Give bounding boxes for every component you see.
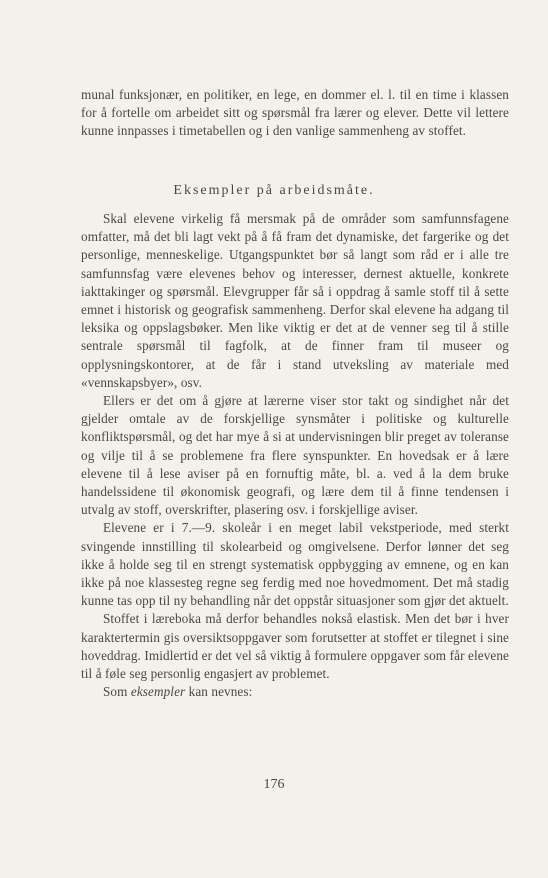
closing-line	[81, 683, 509, 701]
paragraph: Elevene er i 7.—9. skoleår i en meget labil vekstperiode, med sterkt svingende innstilling til skolearbeid og omgivelsene. Derfor lønner det seg ikke å holde seg til en strengt systematisk oppbygging av emnene, og en kan ikke på noe klassesteg regne seg ferdig med noe hovedmoment. Det må stadig kunne tas opp til ny behandling når det oppstår situasjoner som gjør det aktuelt.	[81, 520, 509, 609]
closing-line-suffix: kan nevnes:	[185, 684, 253, 700]
paragraph-text: munal funksjonær, en politiker, en lege, en dommer el. l. til en time i klassen for å fortelle om arbeidet sitt og spørsmål fra lærer og elever. Dette vil lettere kunne innpasses i timetabellen og i den vanlige sammenheng av stoffet.	[81, 87, 509, 139]
paragraph: Ellers er det om å gjøre at lærerne viser stor takt og sindighet når det gjelder omtale av de forskjellige synsmåter i politiske og kulturelle konfliktspørsmål, og det har mye å si at undervisningen blir preget av toleranse og vilje til å se problemene fra flere synspunkter. En hovedsak er å lære elevene til å lese aviser på en fornuftig måte, bl. a. ved å la dem bruke handelssidene til økonomisk geografi, og lære dem til å finne tendensen i utvalg av stoff, overskrifter, plasering osv. i forskjellige aviser.	[81, 393, 509, 518]
closing-line-prefix: Som	[103, 684, 131, 700]
closing-line-emphasis: eksempler	[130, 684, 186, 700]
section-heading: Eksempler på arbeidsmåte.	[173, 183, 375, 198]
continuation-paragraph	[81, 86, 509, 141]
body-text	[81, 210, 509, 701]
paragraph: Skal elevene virkelig få mersmak på de områder som samfunnsfagene omfatter, må det bli lagt vekt på å få fram det dynamiske, det fargerike og det personlige, menneskelige. Utgangspunktet bør så langt som råd er i alle tre samfunnsfag være elevenes behov og interesser, dernest aktuelle, konkrete iakttakinger og spørsmål. Elevgrupper får så i oppdrag å samle stoff til å sette emnet i historisk og geografisk sammenheng. Derfor skal elevene ha adgang til leksika og oppslagsbøker. Men like viktig er det at de venner seg til å stille sentrale spørsmål til fagfolk, at de finner fram til museer og opplysningskontorer, at de får i stand utveksling av materiale med «vennskapsbyer», osv.	[81, 211, 509, 390]
paragraph: Stoffet i læreboka må derfor behandles nokså elastisk. Men det bør i hver karaktertermin gis oversiktsoppgaver som forutsetter at stoffet er tilegnet i sine hoveddrag. Imidlertid er det vel så viktig å formulere oppgaver som får elevene til å føle seg personlig engasjert av problemet.	[81, 611, 509, 682]
page-number: 176	[263, 777, 285, 792]
